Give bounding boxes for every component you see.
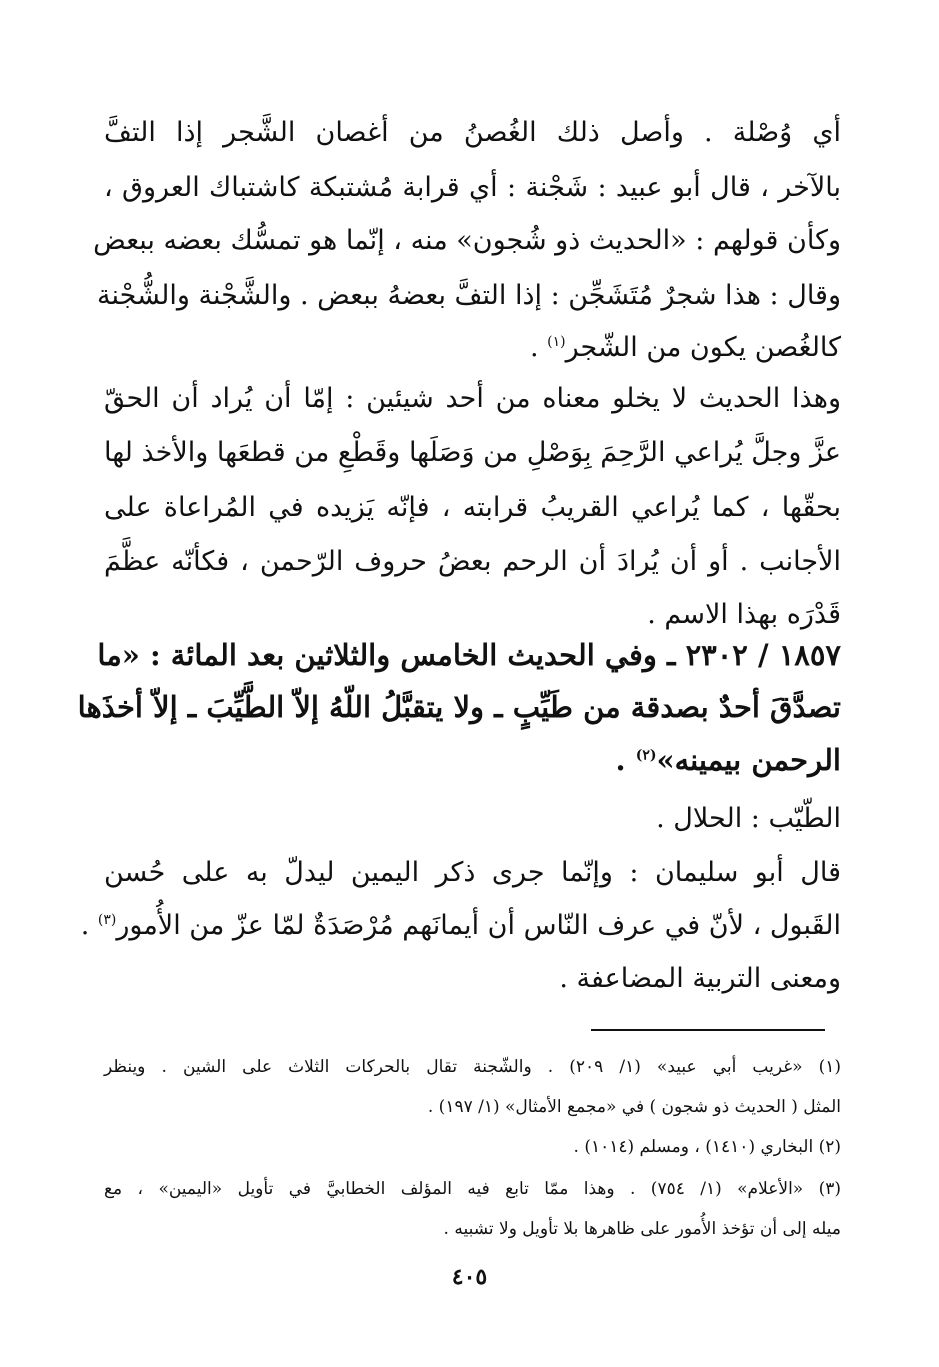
footnote-line: المثل ( الحديث ذو شجون ) في «مجمع الأمثال» (١/ ١٩٧) . bbox=[427, 1097, 841, 1117]
line-text: وقال : هذا شجرٌ مُتَشَجِّن : إذا التفَّ بعضهُ ببعض . والشَّجْنة والشُّجْنة bbox=[97, 280, 841, 311]
line-text: أي وُصْلة . وأصل ذلك الغُصنُ من أغصان الشَّجر إذا التفَّ bbox=[104, 117, 841, 148]
text-line bbox=[80, 901, 841, 951]
footnote-marker: (٢) bbox=[635, 747, 657, 764]
text-line bbox=[104, 163, 841, 213]
text-line bbox=[97, 630, 841, 680]
line-text: وهذا الحديث لا يخلو معناه من أحد شيئين : إمّا أن يُراد أن الحقّ bbox=[104, 383, 841, 414]
text-line bbox=[104, 374, 841, 424]
text-line bbox=[104, 954, 841, 1004]
text-line bbox=[104, 537, 841, 587]
footnote-line: (٣) «الأعلام» (١/ ٧٥٤) . وهذا ممّا تابع فيه المؤلف الخطابيَّ في تأويل «اليمين» ، مع bbox=[104, 1179, 842, 1199]
line-text: الرحمن بيمينه» bbox=[656, 743, 841, 777]
footnote-line: ميله إلى أن تؤخذ الأُمور على ظاهرها بلا تأويل ولا تشبيه . bbox=[443, 1219, 841, 1239]
text-line bbox=[104, 483, 841, 533]
text-line bbox=[104, 428, 841, 478]
footnote-separator bbox=[591, 1029, 825, 1031]
text-line bbox=[104, 735, 841, 785]
footnote-line: (٢) البخاري (١٤١٠) ، ومسلم (١٠١٤) . bbox=[573, 1137, 841, 1157]
text-line bbox=[77, 682, 841, 732]
line-text: تصدَّقَ أحدٌ بصدقة من طَيِّبٍ ـ ولا يتقبَّلُ اللّهُ إلاّ الطَّيِّبَ ـ إلاّ أخذَها bbox=[77, 690, 841, 724]
text-line bbox=[104, 323, 841, 373]
text-line bbox=[97, 271, 841, 321]
footnote-line: (١) «غريب أبي عبيد» (١/ ٢٠٩) . والشّجنة تقال بالحركات الثلاث على الشين . وينظر bbox=[104, 1057, 842, 1077]
text-line bbox=[104, 848, 841, 898]
text-line bbox=[93, 216, 841, 266]
line-punctuation: . bbox=[529, 332, 548, 363]
line-punctuation: . bbox=[615, 743, 636, 777]
text-line bbox=[104, 794, 841, 844]
line-text: ١٨٥٧ / ٢٣٠٢ ـ وفي الحديث الخامس والثلاثين بعد المائة : «ما bbox=[97, 638, 841, 672]
line-text: ومعنى التربية المضاعفة . bbox=[559, 963, 841, 994]
line-text: الأجانب . أو أن يُرادَ أن الرحم بعضُ حروف الرّحمن ، فكأنّه عظَّمَ bbox=[104, 546, 841, 577]
line-text: بحقّها ، كما يُراعي القريبُ قرابته ، فإنّه يَزيده في المُراعاة على bbox=[104, 492, 841, 523]
line-text: كالغُصن يكون من الشّجر bbox=[565, 332, 841, 363]
line-text: وكأن قولهم : «الحديث ذو شُجون» منه ، إنّما هو تمسُّك بعضه ببعض bbox=[93, 225, 841, 256]
line-punctuation: . bbox=[80, 910, 98, 941]
footnote-marker: (١) bbox=[547, 334, 566, 350]
line-text: القَبول ، لأنّ في عرف النّاس أن أيمانَهم مُرْصَدَةٌ لمّا عزّ من الأُمور bbox=[116, 910, 841, 941]
line-text: الطّيّب : الحلال . bbox=[656, 803, 841, 834]
line-text: بالآخر ، قال أبو عبيد : شَجْنة : أي قرابة مُشتبكة كاشتباك العروق ، bbox=[104, 172, 841, 203]
footnote-marker: (٣) bbox=[97, 912, 117, 928]
text-line bbox=[104, 108, 841, 158]
line-text: عزَّ وجلَّ يُراعي الرَّحِمَ بِوَصْلِ من وَصَلَها وقَطْعِ من قطعَها والأخذ لها bbox=[104, 437, 841, 468]
line-text: قال أبو سليمان : وإنّما جرى ذكر اليمين ليدلّ به على حُسن bbox=[104, 857, 841, 888]
line-text: قَدْرَه بهذا الاسم . bbox=[647, 599, 841, 630]
page-number: ٤٠٥ bbox=[451, 1264, 488, 1290]
